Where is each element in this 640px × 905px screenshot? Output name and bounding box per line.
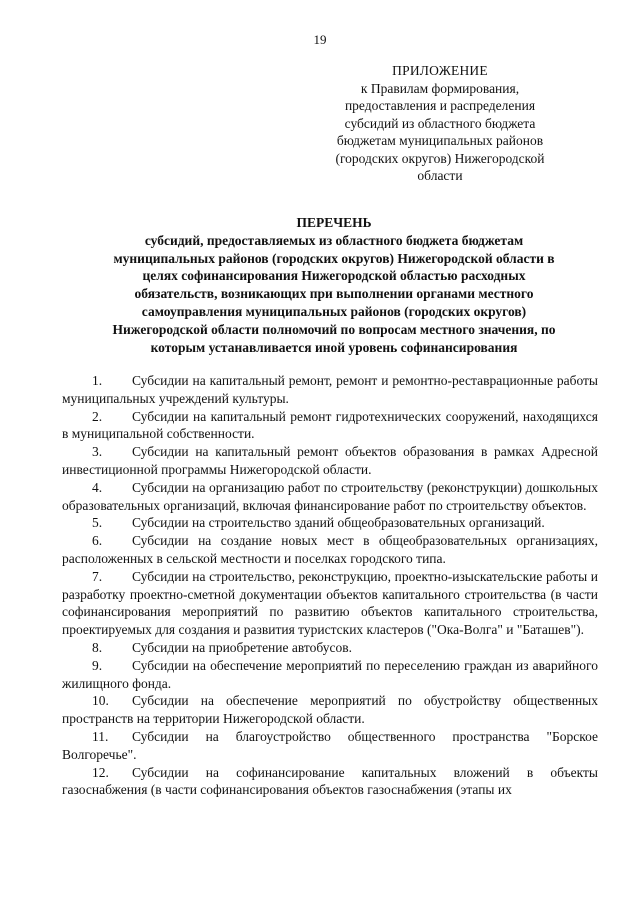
heading-line: целях софинансирования Нижегородской областью расходных <box>142 268 526 284</box>
item-text: Субсидии на создание новых мест в общеобразовательных организациях, расположенных в сельской местности и поселках городского типа. <box>62 533 598 566</box>
page-number: 19 <box>313 32 327 47</box>
item-number: 3. <box>92 444 103 460</box>
item-number: 12. <box>92 764 109 780</box>
item-number: 10. <box>92 693 109 709</box>
heading-line: субсидий, предоставляемых из областного бюджета бюджетам <box>144 232 524 248</box>
item-number: 6. <box>92 533 103 549</box>
list-item <box>62 408 598 444</box>
list-item <box>62 514 598 532</box>
list-item <box>62 692 598 728</box>
appendix-title: ПРИЛОЖЕНИЕ <box>392 63 488 78</box>
item-text: Субсидии на приобретение автобусов. <box>132 639 352 655</box>
list-item <box>62 657 598 693</box>
appendix-line: к Правилам формирования, <box>360 80 520 96</box>
item-text: Субсидии на софинансирование капитальных вложений в объекты газоснабжения (в части софинансирования объектов газоснабжения (этапы их <box>62 764 598 798</box>
heading-line: которым устанавливается иной уровень софинансирования <box>150 339 518 355</box>
list-item <box>62 443 598 479</box>
list-item <box>62 639 598 657</box>
item-text: Субсидии на капитальный ремонт гидротехнических сооружений, находящихся в муниципальной собственности. <box>62 408 598 442</box>
item-number: 1. <box>92 373 103 388</box>
list-item <box>62 764 598 800</box>
appendix-line: субсидий из областного бюджета <box>344 115 536 131</box>
appendix-line: предоставления и распределения <box>344 98 536 113</box>
list-item <box>62 479 598 515</box>
heading-line: Нижегородской области полномочий по вопросам местного значения, по <box>112 321 556 337</box>
list-item <box>62 568 598 639</box>
heading-title: ПЕРЕЧЕНЬ <box>296 215 372 230</box>
subsidy-list <box>62 372 598 799</box>
item-number: 4. <box>92 479 103 495</box>
list-item <box>62 728 598 764</box>
item-number: 5. <box>92 515 103 531</box>
heading-line: обязательств, возникающих при выполнении органами местного <box>134 286 534 302</box>
item-text: Субсидии на организацию работ по строительству (реконструкции) дошкольных образовательных организаций, включая финансирование работ по строительству объектов. <box>62 479 598 513</box>
item-text: Субсидии на обеспечение мероприятий по обустройству общественных пространств на территории Нижегородской области. <box>62 693 598 727</box>
appendix-block <box>310 62 570 185</box>
item-number: 9. <box>92 657 103 673</box>
list-item <box>62 532 598 568</box>
item-number: 2. <box>92 408 103 424</box>
item-text: Субсидии на обеспечение мероприятий по переселению граждан из аварийного жилищного фонда. <box>62 657 598 691</box>
document-heading <box>72 214 596 356</box>
appendix-line: бюджетам муниципальных районов <box>336 133 544 148</box>
item-number: 7. <box>92 568 103 584</box>
heading-line: самоуправления муниципальных районов (городских округов) <box>141 303 527 319</box>
list-item <box>62 372 598 408</box>
appendix-line: (городских округов) Нижегородской <box>335 150 545 166</box>
item-text: Субсидии на строительство зданий общеобразовательных организаций. <box>132 515 545 531</box>
item-text: Субсидии на капитальный ремонт, ремонт и ремонтно-реставрационные работы муниципальных учреждений культуры. <box>62 373 598 406</box>
item-text: Субсидии на благоустройство общественного пространства "Борское Волгоречье". <box>62 728 598 762</box>
item-number: 8. <box>92 639 103 655</box>
item-number: 11. <box>92 728 109 744</box>
appendix-line: области <box>417 168 463 183</box>
item-text: Субсидии на капитальный ремонт объектов образования в рамках Адресной инвестиционной программы Нижегородской области. <box>62 444 598 477</box>
heading-line: муниципальных районов (городских округов) Нижегородской области в <box>113 250 555 266</box>
item-text: Субсидии на строительство, реконструкцию, проектно-изыскательские работы и разработку проектно-сметной документации объектов капитального строительства (в части софинансирования мероприятий по развитию объектов капитального строительства, проектируемых для создания и развития туристских кластеров ("Ока-Волга" и "Баташев"). <box>62 568 598 638</box>
